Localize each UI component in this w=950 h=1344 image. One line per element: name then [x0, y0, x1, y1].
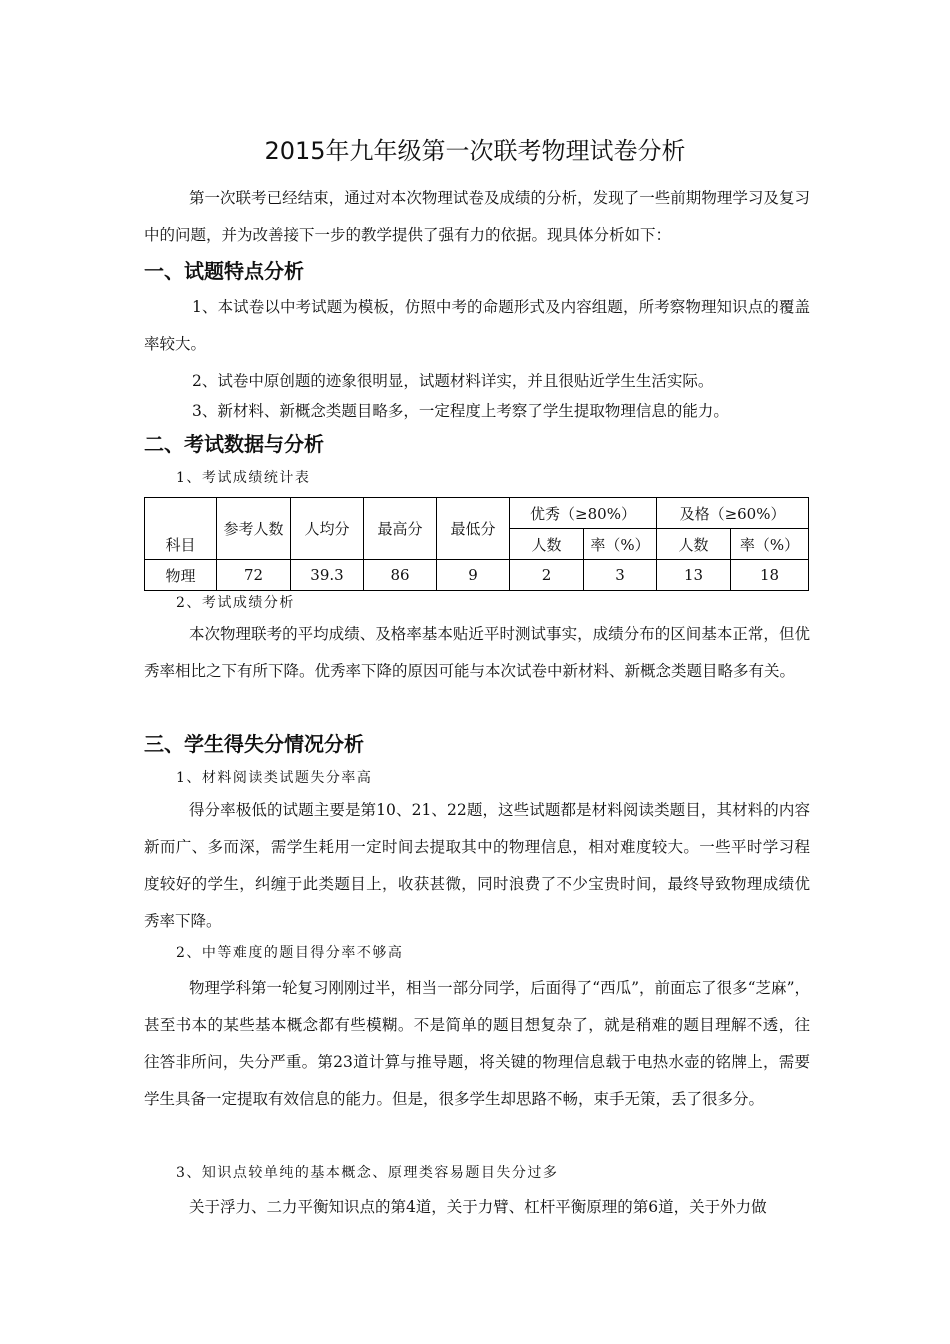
header-subject: 科目 — [145, 498, 217, 560]
section3-sub-3: 3、知识点较单纯的基本概念、原理类容易题目失分过多 — [176, 1165, 559, 1181]
analysis-paragraph: 本次物理联考的平均成绩、及格率基本贴近平时测试事实，成绩分布的区间基本正常，但优秀率相比之下有所下降。优秀率下降的原因可能与本次试卷中新材料、新概念类题目略多有关。 — [144, 625, 810, 680]
cell-participants: 72 — [217, 560, 291, 591]
section3-paragraph-1: 得分率极低的试题主要是第10、21、22题，这些试题都是材料阅读类题目，其材料的内容新而广、多而深，需学生耗用一定时间去提取其中的物理信息，相对难度较大。一些平时学习程度较好的学生，纠缠于此类题目上，收获甚微，同时浪费了不少宝贵时间，最终导致物理成绩优秀率下降。 — [144, 801, 810, 930]
header-excellent: 优秀（≥80%） — [510, 498, 657, 529]
header-pass-count: 人数 — [657, 529, 731, 560]
section1-item-3: 3、新材料、新概念类题目略多，一定程度上考察了学生提取物理信息的能力。 — [192, 402, 729, 420]
section3-sub-1: 1、材料阅读类试题失分率高 — [176, 770, 373, 786]
cell-pass-rate: 18 — [731, 560, 809, 591]
page-title: 2015年九年级第一次联考物理试卷分析 — [264, 137, 686, 165]
section2-heading: 二、考试数据与分析 — [144, 432, 324, 456]
table-header-row-1 — [145, 498, 809, 529]
header-pass: 及格（≥60%） — [657, 498, 809, 529]
section1-heading: 一、试题特点分析 — [144, 259, 304, 283]
score-statistics-table — [144, 497, 809, 591]
cell-excellent-count: 2 — [510, 560, 584, 591]
header-excellent-count: 人数 — [510, 529, 584, 560]
table-row — [145, 560, 809, 591]
header-excellent-rate: 率（%） — [584, 529, 657, 560]
cell-pass-count: 13 — [657, 560, 731, 591]
section3-paragraph-3: 关于浮力、二力平衡知识点的第4道，关于力臂、杠杆平衡原理的第6道，关于外力做 — [188, 1198, 767, 1216]
intro-paragraph: 第一次联考已经结束，通过对本次物理试卷及成绩的分析，发现了一些前期物理学习及复习中的问题，并为改善接下一步的教学提供了强有力的依据。现具体分析如下： — [144, 189, 810, 244]
cell-subject: 物理 — [145, 560, 217, 591]
section1-item-1: 1、本试卷以中考试题为模板，仿照中考的命题形式及内容组题，所考察物理知识点的覆盖率较大。 — [144, 298, 810, 353]
cell-max: 86 — [364, 560, 437, 591]
table-caption: 1、考试成绩统计表 — [176, 470, 311, 486]
cell-average: 39.3 — [291, 560, 364, 591]
analysis-subheading: 2、考试成绩分析 — [176, 595, 295, 611]
header-pass-rate: 率（%） — [731, 529, 809, 560]
section3-heading: 三、学生得失分情况分析 — [144, 732, 364, 756]
header-min: 最低分 — [437, 498, 510, 560]
header-max: 最高分 — [364, 498, 437, 560]
section1-item-2: 2、试卷中原创题的迹象很明显，试题材料详实，并且很贴近学生生活实际。 — [192, 372, 714, 390]
section3-paragraph-2: 物理学科第一轮复习刚刚过半，相当一部分同学，后面得了“西瓜”，前面忘了很多“芝麻”，甚至书本的某些基本概念都有些模糊。不是简单的题目想复杂了，就是稍难的题目理解不透，往往答非所问，失分严重。第23道计算与推导题，将关键的物理信息载于电热水壶的铭牌上，需要学生具备一定提取有效信息的能力。但是，很多学生却思路不畅，束手无策，丢了很多分。 — [144, 979, 810, 1108]
header-average: 人均分 — [291, 498, 364, 560]
section3-sub-2: 2、中等难度的题目得分率不够高 — [176, 945, 404, 961]
header-participants: 参考人数 — [217, 498, 291, 560]
cell-excellent-rate: 3 — [584, 560, 657, 591]
cell-min: 9 — [437, 560, 510, 591]
